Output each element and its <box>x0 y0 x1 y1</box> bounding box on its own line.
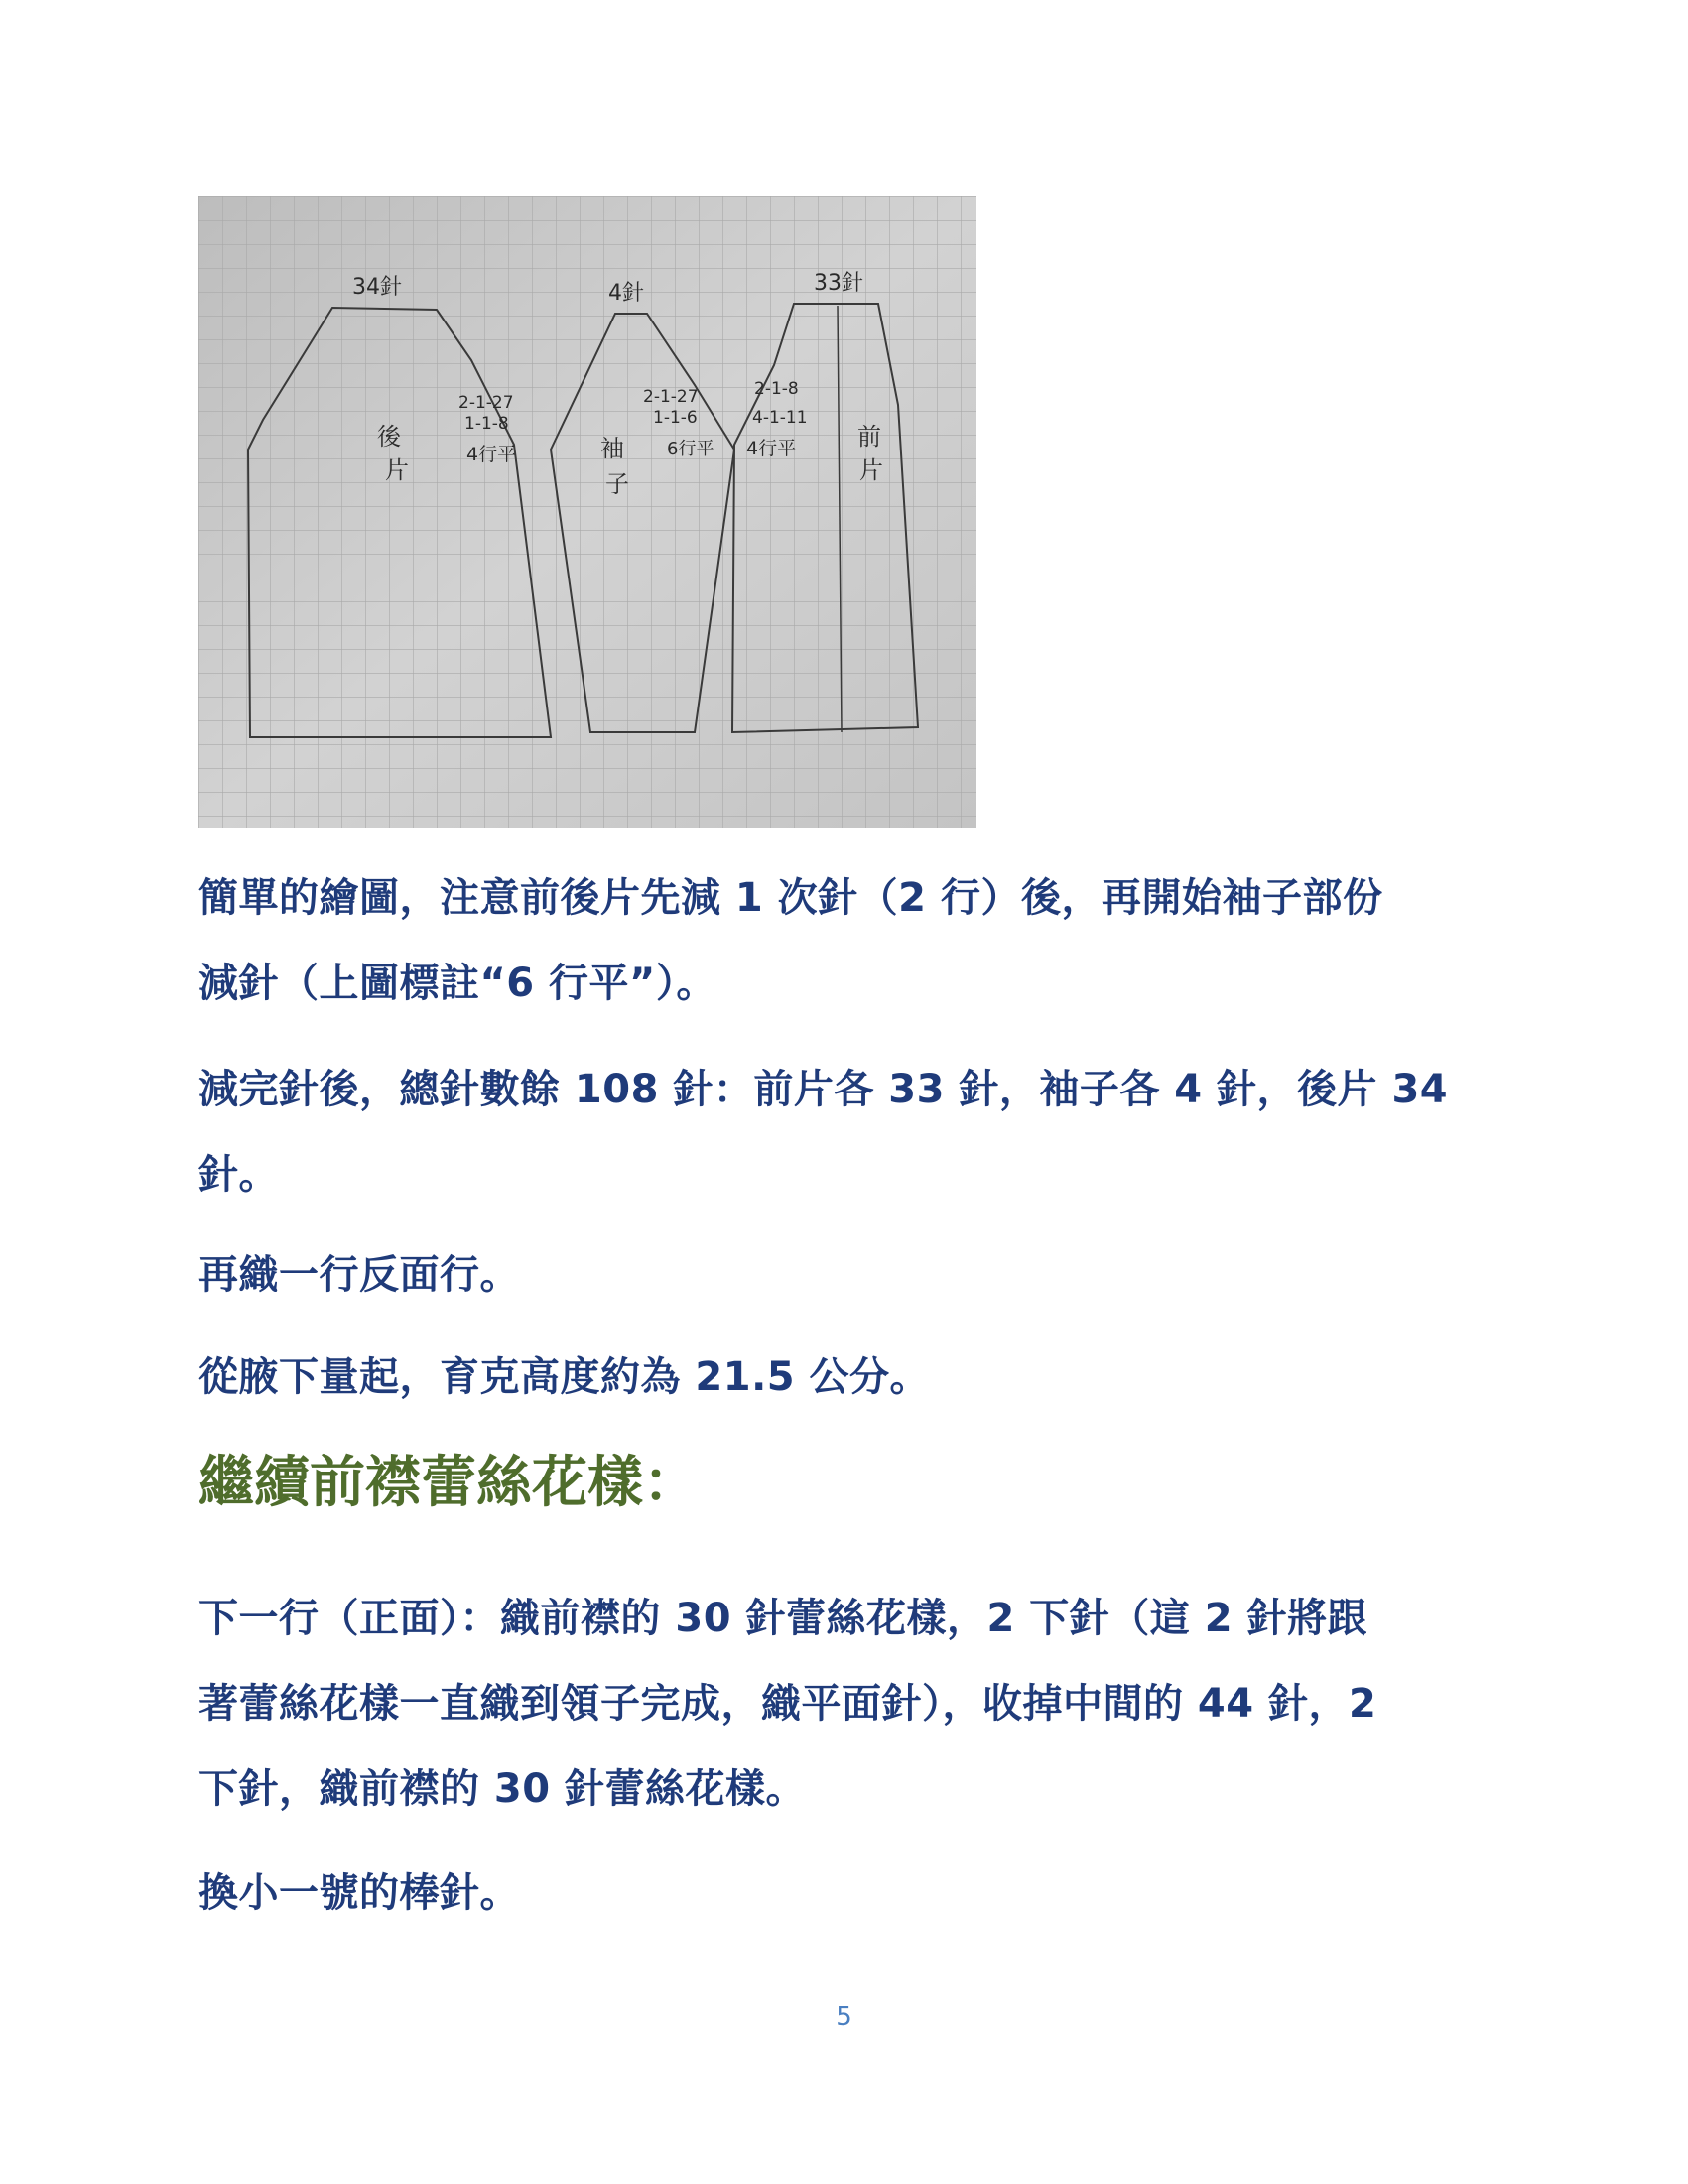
front-decrease-1: 2-1-8 <box>754 379 799 399</box>
section-heading: 繼續前襟蕾絲花樣： <box>198 1451 699 1515</box>
paragraph-next-row-line-3: 下針，織前襟的 30 針蕾絲花樣。 <box>198 1766 807 1812</box>
back-decrease-2: 1-1-8 <box>464 414 509 434</box>
front-decrease-2: 4-1-11 <box>752 408 808 428</box>
sleeve-decrease-3: 6行平 <box>667 439 714 459</box>
paragraph-next-row-line-2: 著蕾絲花樣一直織到領子完成，織平面針），收掉中間的 44 針，2 <box>198 1681 1377 1727</box>
back-decrease-3: 4行平 <box>466 444 517 465</box>
paragraph-sketch-note <box>198 855 1498 1026</box>
back-piece-name-1: 後 <box>377 423 401 450</box>
back-stitch-label: 34針 <box>352 275 402 300</box>
sleeve-stitch-label: 4針 <box>608 281 644 306</box>
yoke-sketch-drawing <box>198 196 976 828</box>
paragraph-next-row <box>198 1576 1498 1832</box>
sleeve-piece-name-2: 子 <box>605 470 629 498</box>
front-stitch-label: 33針 <box>814 271 863 296</box>
back-decrease-1: 2-1-27 <box>458 393 514 413</box>
paragraph-stitch-count <box>198 1047 1498 1218</box>
yoke-sketch-photo <box>198 196 976 828</box>
paragraph-stitch-count-line-2: 針。 <box>198 1152 279 1198</box>
page-number: 5 <box>836 2002 852 2032</box>
paragraph-sketch-note-line-2: 減針（上圖標註“6 行平”）。 <box>198 961 716 1006</box>
front-piece-name-1: 前 <box>857 423 881 450</box>
paragraph-change-needles: 換小一號的棒針。 <box>198 1870 520 1916</box>
paragraph-yoke-height: 從腋下量起，育克高度約為 21.5 公分。 <box>198 1354 931 1400</box>
sleeve-decrease-2: 1-1-6 <box>653 408 698 428</box>
sleeve-decrease-1: 2-1-27 <box>643 387 699 407</box>
paragraph-next-row-line-1: 下一行（正面）：織前襟的 30 針蕾絲花樣，2 下針（這 2 針將跟 <box>198 1596 1367 1641</box>
paragraph-stitch-count-line-1: 減完針後，總針數餘 108 針：前片各 33 針，袖子各 4 針，後片 34 <box>198 1067 1449 1112</box>
back-piece-name-2: 片 <box>385 456 409 484</box>
front-piece-name-2: 片 <box>859 456 883 484</box>
front-decrease-3: 4行平 <box>746 438 797 459</box>
paragraph-wrong-side-row: 再織一行反面行。 <box>198 1252 520 1298</box>
sleeve-piece-name-1: 袖 <box>600 435 624 462</box>
paragraph-sketch-note-line-1: 簡單的繪圖，注意前後片先減 1 次針（2 行）後，再開始袖子部份 <box>198 875 1383 921</box>
